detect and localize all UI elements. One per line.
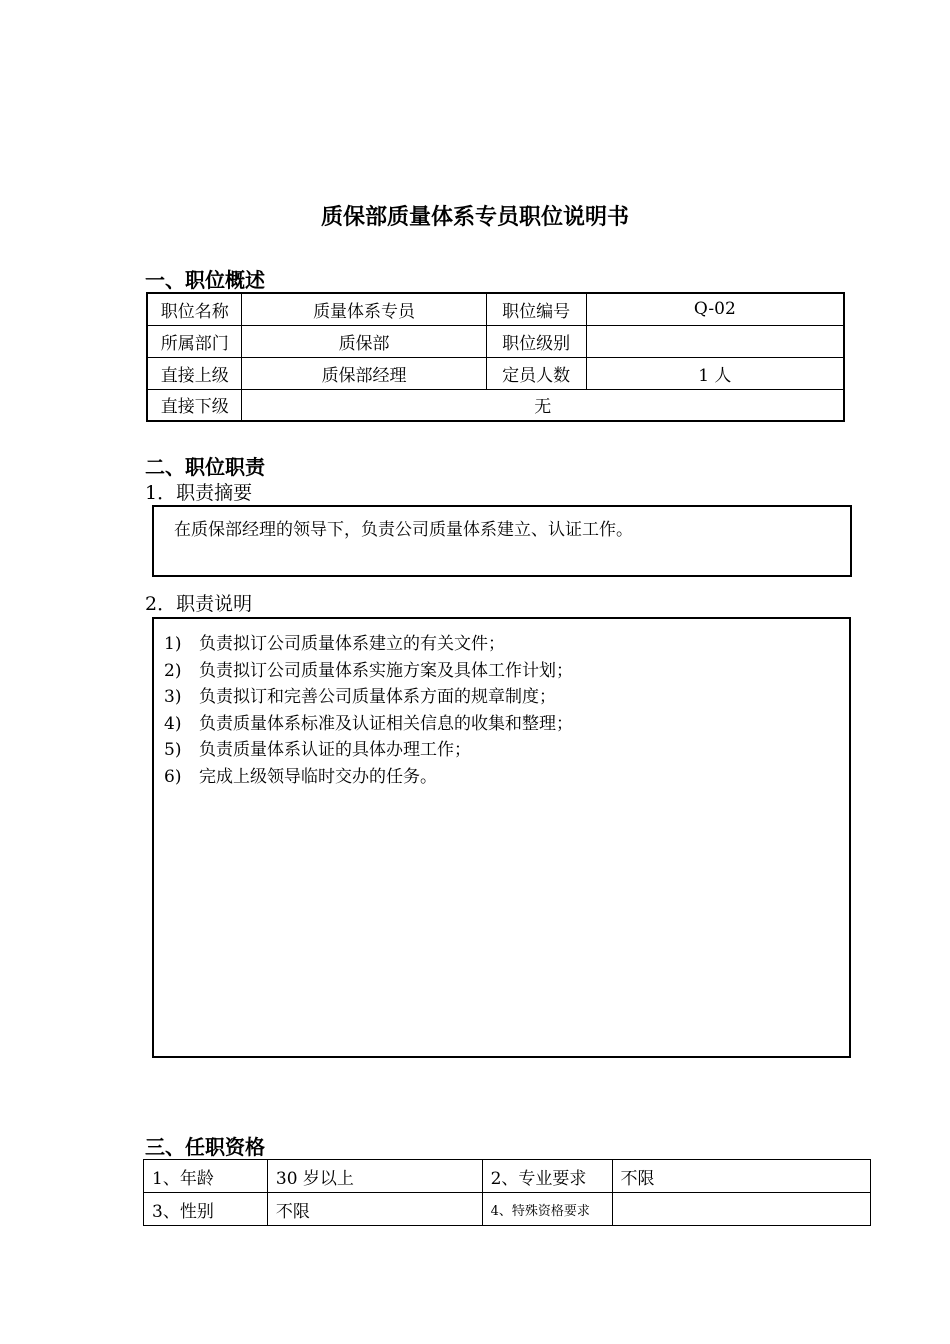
list-item [164,684,839,711]
list-item-number: 5) [164,740,182,761]
section-heading-duties: 二、职位职责 [145,455,265,479]
list-item-text: 负责拟订公司质量体系建立的有关文件； [199,634,505,654]
table-cell: 30 岁以上 [267,1160,482,1193]
table-row [147,293,844,325]
list-item [164,658,839,685]
overview-table [146,292,845,422]
summary-heading: 1．职责摘要 [145,482,253,504]
list-item [164,737,839,764]
table-cell: 所属部门 [147,325,242,357]
list-item [164,631,839,658]
list-item [164,711,839,738]
table-cell: 1、年龄 [144,1160,268,1193]
list-item-text: 负责拟订公司质量体系实施方案及具体工作计划； [199,660,573,681]
table-cell: 1 人 [586,357,844,389]
list-item-text: 负责拟订和完善公司质量体系方面的规章制度； [199,687,556,708]
table-cell: 定员人数 [486,357,586,389]
qualifications-table [143,1159,871,1226]
table-cell: 质量体系专员 [242,293,486,325]
table-cell [586,325,844,357]
table-row [147,325,844,357]
list-item-number: 1) [164,634,182,654]
document-title: 质保部质量体系专员职位说明书 [320,205,629,230]
list-item-number: 2) [164,660,182,681]
table-cell: 职位名称 [147,293,242,325]
table-cell: 质保部经理 [242,357,486,389]
table-cell: 质保部 [242,325,486,357]
table-cell: 职位级别 [486,325,586,357]
list-item-number: 4) [164,713,182,734]
section-heading-qualifications: 三、任职资格 [145,1135,265,1159]
duties-box [152,617,851,1058]
list-item-text: 负责质量体系标准及认证相关信息的收集和整理； [199,713,573,734]
table-cell: 职位编号 [486,293,586,325]
list-item [164,764,839,791]
table-cell: Q-02 [586,293,844,325]
list-item-number: 3) [164,687,182,708]
table-cell: 直接下级 [147,389,242,421]
table-row [147,357,844,389]
table-cell: 4、特殊资格要求 [482,1193,612,1226]
table-row [144,1160,871,1193]
list-item-text: 完成上级领导临时交办的任务。 [199,766,437,787]
table-cell: 无 [242,389,844,421]
table-cell: 3、性别 [144,1193,268,1226]
table-cell [612,1193,870,1226]
table-cell: 2、专业要求 [482,1160,612,1193]
table-row [147,389,844,421]
table-row [144,1193,871,1226]
section-heading-overview: 一、职位概述 [145,268,265,292]
table-cell: 不限 [267,1193,482,1226]
list-item-text: 负责质量体系认证的具体办理工作； [199,740,471,761]
list-item-number: 6) [164,766,182,787]
table-cell: 直接上级 [147,357,242,389]
duties-heading: 2．职责说明 [145,593,253,615]
summary-box [152,505,852,577]
summary-text: 在质保部经理的领导下，负责公司质量体系建立、认证工作。 [174,520,633,540]
table-cell: 不限 [612,1160,870,1193]
